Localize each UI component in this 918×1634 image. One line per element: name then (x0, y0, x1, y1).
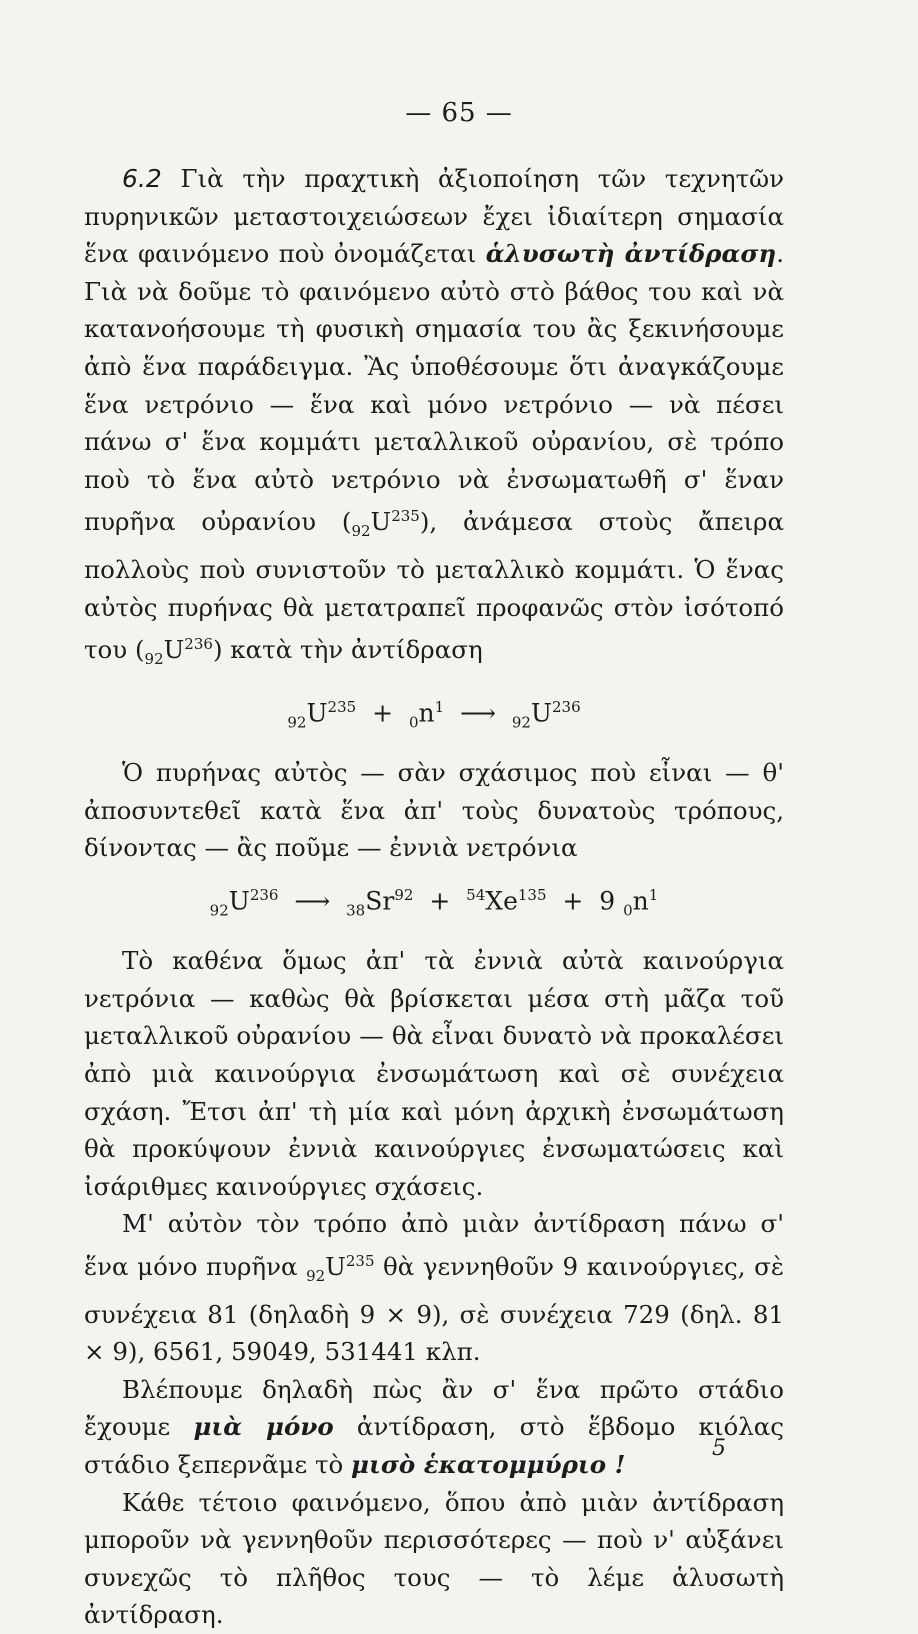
paragraph-fission: Ὁ πυρήνας αὐτὸς — σὰν σχάσιμος ποὺ εἶναι — θ' ἀποσυντεθεῖ κατὰ ἕνα ἀπ' τοὺς δυνατοὺς τρόπους, δίνοντας — ἂς ποῦμε — ἐννιὰ νετρόνια (84, 758, 784, 863)
text-run: ἀντίδραση, στὸ ἕβδομο κιόλας στάδιο ξεπερνᾶμε τὸ (84, 1412, 784, 1480)
text-run: θὰ γεννηθοῦν 9 καινούργιες, σὲ συνέχεια 81 (δηλαδὴ 9 × 9), σὲ συνέχεια 729 (δηλ. 81 × 9), 6561, 59049, 531441 κλπ. (84, 1252, 784, 1367)
body-text (84, 160, 784, 1634)
eq-mass: 236 (249, 885, 279, 904)
eq-prefix: 92 (511, 713, 531, 732)
paragraph-growth (84, 1205, 784, 1370)
eq-arrow: ⟶ (294, 886, 331, 916)
eq-plus: + (429, 886, 451, 916)
paragraph-neutrons: Τὸ καθένα ὅμως ἀπ' τὰ ἐννιὰ αὐτὰ καινούργια νετρόνια — καθὼς θὰ βρίσκεται μέσα στὴ μᾶζα τοῦ μεταλλικοῦ οὐρανίου — θὰ εἶναι δυνατὸ νὰ προκαλέσει ἀπὸ μιὰ καινούργια ἐνσωμάτωση καὶ σὲ συνέχεια σχάση. Ἔτσι ἀπ' τὴ μία καὶ μόνη ἀρχικὴ ἐνσωμάτωση θὰ προκύψουν ἐννιὰ καινούργιες ἐνσωματώσεις καὶ ἰσάριθμες καινούργιες σχάσεις. (84, 946, 784, 1201)
page-number: — 65 — (405, 98, 513, 128)
nuclide-mass: 235 (391, 507, 420, 526)
signature-mark: 5 (712, 1436, 726, 1461)
nuclide-prefix: 92 (351, 522, 371, 541)
eq-symbol: Sr (365, 886, 395, 916)
paragraph-million (84, 1371, 784, 1484)
emphasis-only-one: μιὰ μόνο (193, 1412, 334, 1442)
eq-mass: 1 (648, 885, 659, 904)
eq-mass: 236 (551, 697, 581, 716)
eq-prefix: 38 (346, 901, 366, 920)
eq-plus: + (372, 698, 394, 728)
paragraph-definition: Κάθε τέτοιο φαινόμενο, ὅπου ἀπὸ μιὰν ἀντίδραση μποροῦν νὰ γεννηθοῦν περισσότερες — ποὺ ν' αὐξάνει συνεχῶς τὸ πλῆθος τους — τὸ λέμε ἁλυσωτὴ ἀντίδραση. (84, 1487, 784, 1630)
eq-symbol: U (228, 886, 250, 916)
text-run: . Γιὰ νὰ δοῦμε τὸ φαινόμενο αὐτὸ στὸ βάθος του καὶ νὰ κατανοήσουμε τὴ φυσικὴ σημασία του ἂς ξεκινήσουμε ἀπὸ ἕνα παράδειγμα. Ἂς ὑποθέσουμε ὅτι ἀναγκάζουμε ἕνα νετρόνιο — ἕνα καὶ μόνο νετρόνιο — νὰ πέσει πάνω σ' ἕνα κομμάτι μεταλλικοῦ οὐρανίου, σὲ τρόπο ποὺ τὸ ἕνα αὐτὸ νετρόνιο νὰ ἐνσωματωθῆ σ' ἕναν πυρῆνα οὐρανίου ( (84, 239, 785, 537)
nuclide-symbol: U (325, 1252, 346, 1282)
eq-arrow: ⟶ (460, 698, 496, 728)
section-number: 6.2 (122, 164, 162, 193)
text-run: Μ' αὐτὸν τὸν τρόπο ἀπὸ μιὰν ἀντίδραση πάνω σ' ἕνα μόνο πυρῆνα (84, 1209, 784, 1282)
equation-capture (84, 687, 784, 742)
nuclide-symbol: U (163, 635, 185, 665)
nuclide-mass: 235 (345, 1252, 375, 1270)
text-run: Γιὰ τὴν πραχτικὴ ἀξιοποίηση τῶν τεχνητῶν πυρηνικῶν μεταστοιχειώσεων ἔχει ἰδιαίτερη σημασία ἕνα φαινόμενο ποὺ ὀνομάζεται (84, 164, 784, 269)
eq-symbol: n (632, 886, 649, 916)
eq-prefix: 0 (408, 713, 419, 732)
paragraph-intro (84, 160, 784, 679)
eq-mass: 92 (394, 885, 414, 904)
term-chain-reaction: ἁλυσωτὴ ἀντίδραση (485, 239, 777, 269)
eq-coefficient: 9 (599, 886, 616, 916)
eq-mass: 1 (434, 697, 445, 716)
eq-plus: + (562, 886, 584, 916)
eq-prefix: 92 (209, 901, 229, 920)
equation-fission (84, 875, 784, 930)
eq-symbol: Xe (485, 886, 518, 916)
nuclide-symbol: U (370, 507, 392, 537)
eq-prefix: 54 (466, 885, 486, 904)
eq-prefix: 92 (287, 713, 307, 732)
eq-prefix: 0 (623, 901, 633, 920)
text-run: ), ἀνάμεσα στοὺς ἄπειρα πολλοὺς ποὺ συνιστοῦν τὸ μεταλλικὸ κομμάτι. Ὁ ἕνας αὐτὸς πυρήνας θὰ μετατραπεῖ προφανῶς στὸν ἰσότοπό του ( (84, 507, 784, 665)
eq-symbol: n (418, 698, 435, 728)
nuclide-mass: 236 (184, 635, 213, 654)
emphasis-half-million: μισὸ ἑκατομμύριο ! (351, 1450, 626, 1480)
eq-symbol: U (530, 698, 552, 728)
eq-mass: 235 (327, 697, 357, 716)
text-run: Βλέπουμε δηλαδὴ πὼς ἂν σ' ἕνα πρῶτο στάδιο ἔχουμε (84, 1374, 784, 1442)
nuclide-prefix: 92 (306, 1267, 326, 1286)
nuclide-prefix: 92 (144, 650, 164, 669)
text-run: ) κατὰ τὴν ἀντίδραση (212, 635, 483, 665)
eq-mass: 135 (517, 885, 547, 904)
eq-symbol: U (306, 698, 328, 728)
